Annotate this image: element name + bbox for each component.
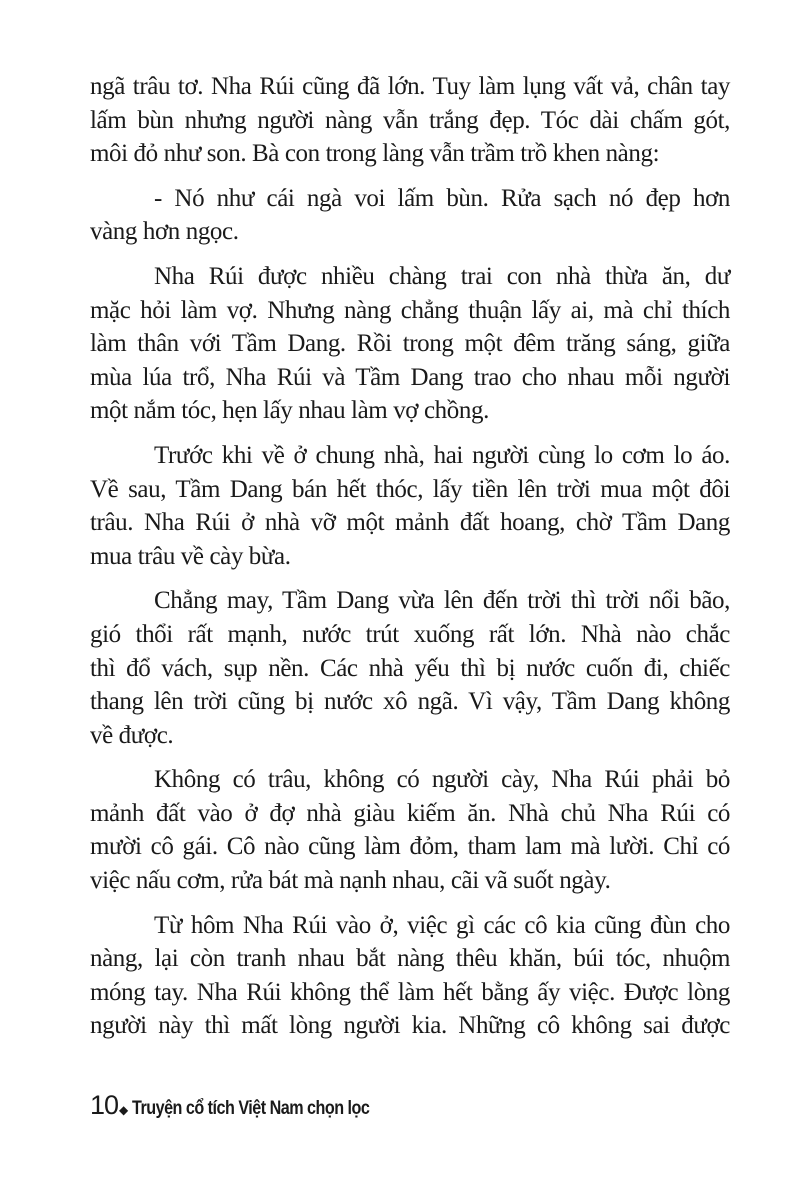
text-line: Nha Rúi được nhiều chàng trai con nhà thừa ăn, dư [154,262,730,290]
text-line: ngã trâu tơ. Nha Rúi cũng đã lớn. Tuy làm lụng vất vả, chân tay [90,73,730,100]
paragraph [90,584,730,752]
text-line: Về sau, Tầm Dang bán hết thóc, lấy tiền lên trời mua một đôi [90,475,730,503]
text-line: trâu. Nha Rúi ở nhà vỡ một mảnh đất hoang, chờ Tầm Dang [90,509,730,537]
text-line: mười cô gái. Cô nào cũng làm đỏm, tham lam mà lười. Chỉ có [90,833,730,861]
paragraph [90,763,730,897]
text-line: vàng hơn ngọc. [90,218,239,246]
text-line: mặc hỏi làm vợ. Nhưng nàng chẳng thuận lấy ai, mà chỉ thích [90,296,730,324]
text-line: thang lên trời cũng bị nước xô ngã. Vì vậy, Tầm Dang không [90,688,730,716]
text-line: về được. [90,721,174,749]
page-number: 10 [90,1090,119,1120]
text-line: môi đỏ như son. Bà con trong làng vẫn trầm trồ khen nàng: [90,140,660,168]
paragraph [90,439,730,573]
text-line: gió thổi rất mạnh, nước trút xuống rất lớn. Nhà nào chắc [90,620,730,648]
diamond-ornament-icon: ◆ [119,1103,129,1117]
text-line: Trước khi về ở chung nhà, hai người cùng lo cơm lo áo. [154,441,730,469]
paragraph [90,909,730,1043]
text-line: làm thân với Tầm Dang. Rồi trong một đêm trăng sáng, giữa [90,330,730,358]
paragraph [90,70,730,171]
text-line: Không có trâu, không có người cày, Nha Rúi phải bỏ [154,766,730,794]
text-line: mảnh đất vào ở đợ nhà giàu kiếm ăn. Nhà chủ Nha Rúi có [90,799,730,827]
text-line: lấm bùn nhưng người nàng vẫn trắng đẹp. Tóc dài chấm gót, [90,106,730,134]
paragraph [90,260,730,428]
paragraph [90,182,730,249]
book-title: Truyện cổ tích Việt Nam chọn lọc [132,1098,370,1119]
text-line: - Nó như cái ngà voi lấm bùn. Rửa sạch nó đẹp hơn [154,184,730,212]
page-footer [90,1090,412,1121]
text-line: nàng, lại còn tranh nhau bắt nàng thêu khăn, búi tóc, nhuộm [90,945,730,973]
text-line: việc nấu cơm, rửa bát mà nạnh nhau, cãi vã suốt ngày. [90,867,611,895]
text-line: móng tay. Nha Rúi không thể làm hết bằng ấy việc. Được lòng [90,978,730,1006]
page-body [90,70,730,1054]
text-line: người này thì mất lòng người kia. Những cô không sai được [90,1012,730,1040]
text-line: một nắm tóc, hẹn lấy nhau làm vợ chồng. [90,397,489,425]
text-line: mùa lúa trổ, Nha Rúi và Tầm Dang trao cho nhau mỗi người [90,363,730,391]
text-line: thì đổ vách, sụp nền. Các nhà yếu thì bị nước cuốn đi, chiếc [90,654,730,682]
text-line: Chẳng may, Tầm Dang vừa lên đến trời thì trời nổi bão, [154,587,730,615]
text-line: mua trâu về cày bừa. [90,542,291,570]
text-line: Từ hôm Nha Rúi vào ở, việc gì các cô kia cũng đùn cho [154,911,730,939]
